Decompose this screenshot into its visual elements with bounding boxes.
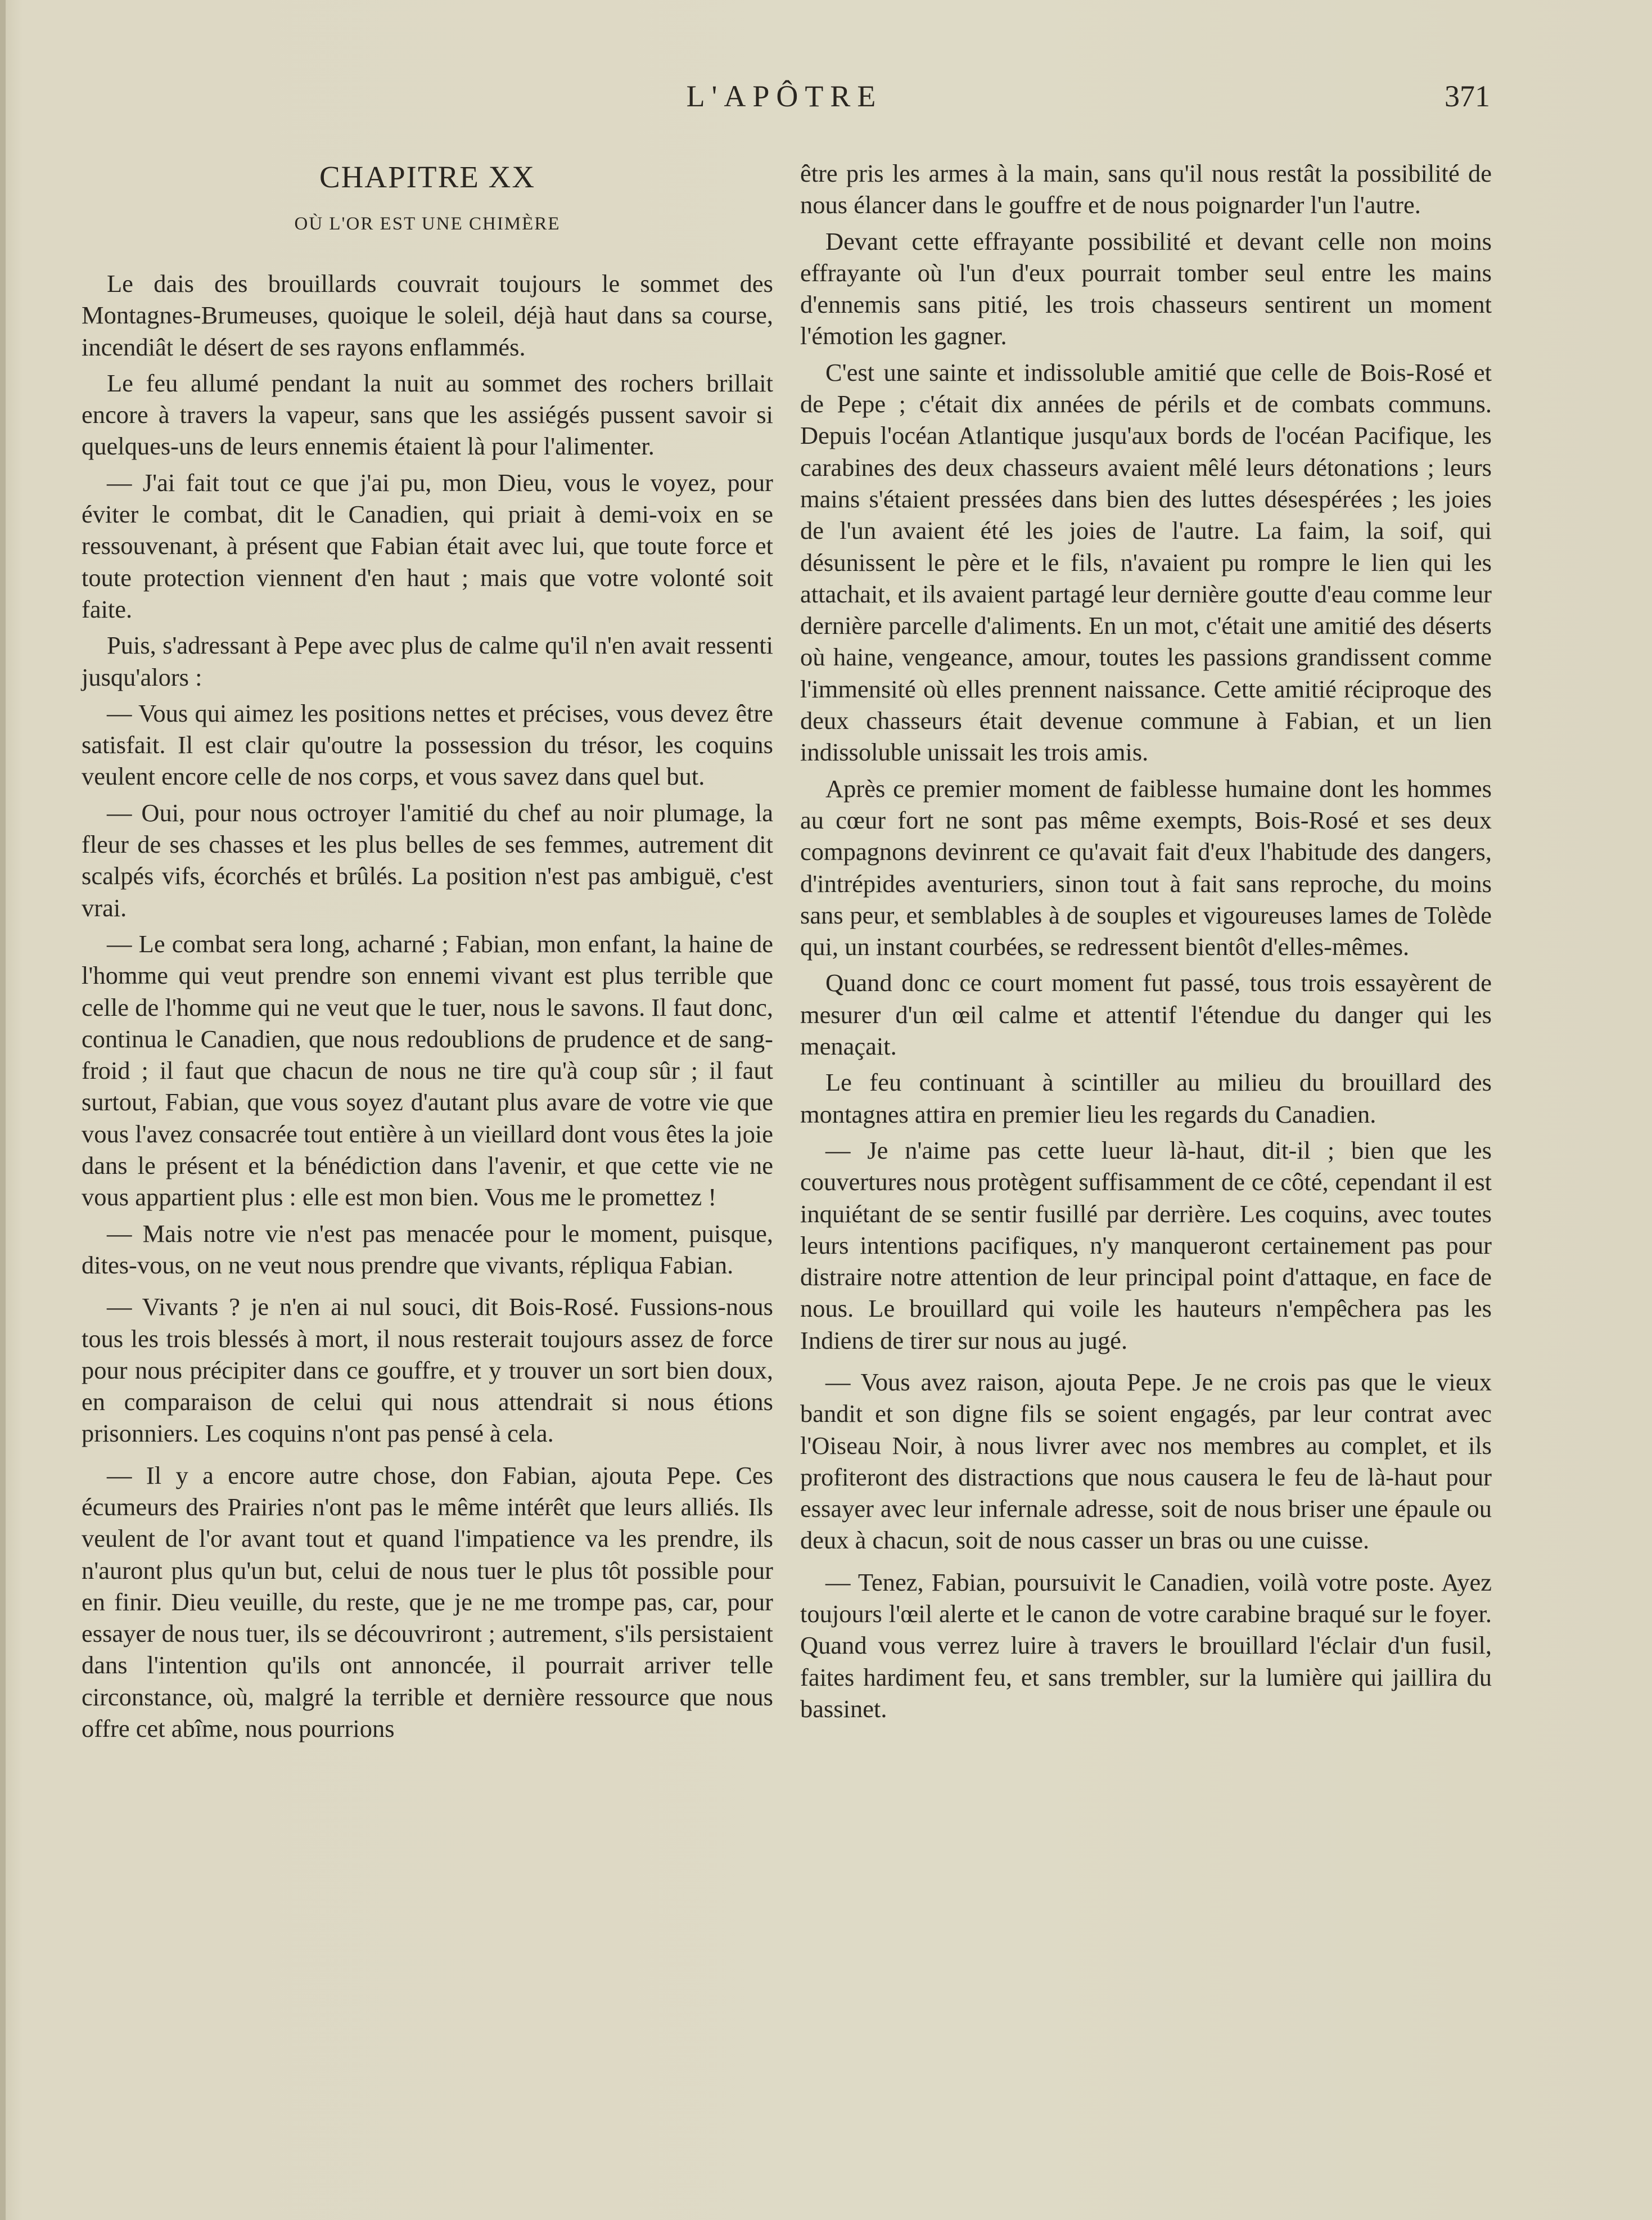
paragraph: — Le combat sera long, acharné ; Fabian, mon enfant, la haine de l'homme qui veut prendre son ennemi vivant est plus terrible que celle de l'homme qui ne veut que le tuer, nous le savons. Il faut donc, continua le Canadien, que nous redoublions de prudence et de sang-froid ; il faut que chacun de nous ne tire qu'à coup sûr ; il faut surtout, Fabian, que vous soyez d'autant plus avare de votre vie que vous l'avez consacrée tout entière à un vieillard dont vous êtes la joie dans le présent et la bénédiction dans l'avenir, et que cette vie ne vous appartient plus : elle est mon bien. Vous me le promettez ! [82, 929, 773, 1212]
left-column [82, 157, 773, 1744]
paragraph: Le feu continuant à scintiller au milieu du brouillard des montagnes attira en premier lieu les regards du Canadien. [800, 1068, 1492, 1128]
paragraph: — Vous qui aimez les positions nettes et précises, vous devez être satisfait. Il est clair qu'outre la possession du trésor, les coquins veulent encore celle de nos corps, et vous savez dans quel but. [82, 699, 773, 791]
page-binding-edge [0, 0, 6, 2220]
paragraph: Le dais des brouillards couvrait toujours le sommet des Montagnes-Brumeuses, quoique le soleil, déjà haut dans sa course, incendiât le désert de ses rayons enflammés. [82, 269, 773, 361]
paragraph: — Je n'aime pas cette lueur là-haut, dit-il ; bien que les couvertures nous protègent suffisamment de ce côté, cependant il est inquiétant de se sentir fusillé par derrière. Les coquins, avec toutes leurs intentions pacifiques, n'y manqueront certainement pas pour distraire notre attention de leur principal point d'attaque, en face de nous. Le brouillard qui voile les hauteurs n'empêchera pas les Indiens de tirer sur nous au jugé. [800, 1136, 1492, 1354]
paragraph: — J'ai fait tout ce que j'ai pu, mon Dieu, vous le voyez, pour éviter le combat, dit le Canadien, qui priait à demi-voix en se ressouvenant, à présent que Fabian était avec lui, que toute force et toute protection viennent d'en haut ; mais que votre volonté soit faite. [82, 468, 773, 623]
paragraph: — Vivants ? je n'en ai nul souci, dit Bois-Rosé. Fussions-nous tous les trois blessés à mort, il nous resterait toujours assez de force pour nous précipiter dans ce gouffre, et y trouver un sort bien doux, en comparaison de celui qui nous attendrait si nous étions prisonniers. Les coquins n'ont pas pensé à cela. [82, 1293, 773, 1448]
paragraph: Quand donc ce court moment fut passé, tous trois essayèrent de mesurer d'un œil calme et attentif l'étendue du danger qui les menaçait. [800, 969, 1492, 1061]
paragraph-continued: être pris les armes à la main, sans qu'il nous restât la possibilité de nous élancer dans le gouffre et de nous poignarder l'un l'autre. [800, 159, 1492, 219]
page-number: 371 [1445, 79, 1490, 113]
paragraph: Puis, s'adressant à Pepe avec plus de calme qu'il n'en avait ressenti jusqu'alors : [82, 631, 773, 691]
chapter-title: CHAPITRE XX [319, 160, 536, 194]
paragraph: — Il y a encore autre chose, don Fabian, ajouta Pepe. Ces écumeurs des Prairies n'ont pas le même intérêt que leurs alliés. Ils veulent de l'or avant tout et quand l'impatience va les prendre, ils n'auront plus qu'un but, celui de nous tuer le plus tôt possible pour en finir. Dieu veuille, du reste, que je ne me trompe pas, car, pour essayer de nous tuer, ils se découvriront ; autrement, s'ils persistaient dans l'intention qu'ils ont annoncée, il pourrait arriver telle circonstance, où, malgré la terrible et dernière ressource que nous offre cet abîme, nous pourrions [82, 1461, 773, 1743]
right-column [800, 157, 1492, 1724]
paragraph: — Oui, pour nous octroyer l'amitié du chef au noir plumage, la fleur de ses chasses et les plus belles de ses femmes, autrement dit scalpés vifs, écorchés et brûlés. La position n'est pas ambiguë, c'est vrai. [82, 798, 773, 922]
running-head [79, 79, 1490, 124]
paragraph: Devant cette effrayante possibilité et devant celle non moins effrayante où l'un d'eux pourrait tomber seul entre les mains d'ennemis sans pitié, les trois chasseurs sentirent un moment l'émotion les gagner. [800, 227, 1492, 350]
paragraph: — Tenez, Fabian, poursuivit le Canadien, voilà votre poste. Ayez toujours l'œil alerte et le canon de votre carabine braqué sur le foyer. Quand vous verrez luire à travers le brouillard l'éclair d'un fusil, faites hardiment feu, et sans trembler, sur la lumière qui jaillira du bassinet. [800, 1568, 1492, 1723]
paragraph: — Vous avez raison, ajouta Pepe. Je ne crois pas que le vieux bandit et son digne fils se soient engagés, par leur contrat avec l'Oiseau Noir, à nous livrer avec nos membres au complet, et ils profiteront des distractions que nous causera le feu de là-haut pour essayer avec leur infernale adresse, soit de nous briser une épaule ou deux à chacun, soit de nous casser un bras ou une cuisse. [800, 1367, 1492, 1555]
paragraph: Le feu allumé pendant la nuit au sommet des rochers brillait encore à travers la vapeur, sans que les assiégés pussent savoir si quelques-uns de leurs ennemis étaient là pour l'alimenter. [82, 368, 773, 461]
running-title: L'APÔTRE [686, 79, 883, 113]
paragraph: C'est une sainte et indissoluble amitié que celle de Bois-Rosé et de Pepe ; c'était dix années de périls et de combats communs. Depuis l'océan Atlantique jusqu'aux bords de l'océan Pacifique, les carabines des deux chasseurs avaient mêlé leurs détonations ; leurs mains s'étaient pressées dans bien des luttes désespérées ; les joies de l'un avaient été les joies de l'autre. La faim, la soif, qui désunissent le père et le fils, n'avaient pu rompre le lien qui les attachait, et ils avaient partagé leur dernière goutte d'eau comme leur dernière parcelle d'aliments. En un mot, c'était une amitié des déserts où haine, vengeance, amour, toutes les passions grandissent comme l'immensité où elles prennent naissance. Cette amitié réciproque des deux chasseurs était devenue commune à Fabian, et un lien indissoluble unissait les trois amis. [800, 358, 1492, 767]
chapter-subtitle: OÙ L'OR EST UNE CHIMÈRE [294, 214, 561, 234]
paragraph: Après ce premier moment de faiblesse humaine dont les hommes au cœur fort ne sont pas même exempts, Bois-Rosé et ses deux compagnons devinrent ce qu'avait fait d'eux l'habitude des dangers, d'intrépides aventuriers, sinon tout à fait sans reproche, du moins sans peur, et semblables à de souples et vigoureuses lames de Tolède qui, un instant courbées, se redressent bientôt d'elles-mêmes. [800, 774, 1492, 961]
paragraph: — Mais notre vie n'est pas menacée pour le moment, puisque, dites-vous, on ne veut nous prendre que vivants, répliqua Fabian. [82, 1219, 773, 1279]
